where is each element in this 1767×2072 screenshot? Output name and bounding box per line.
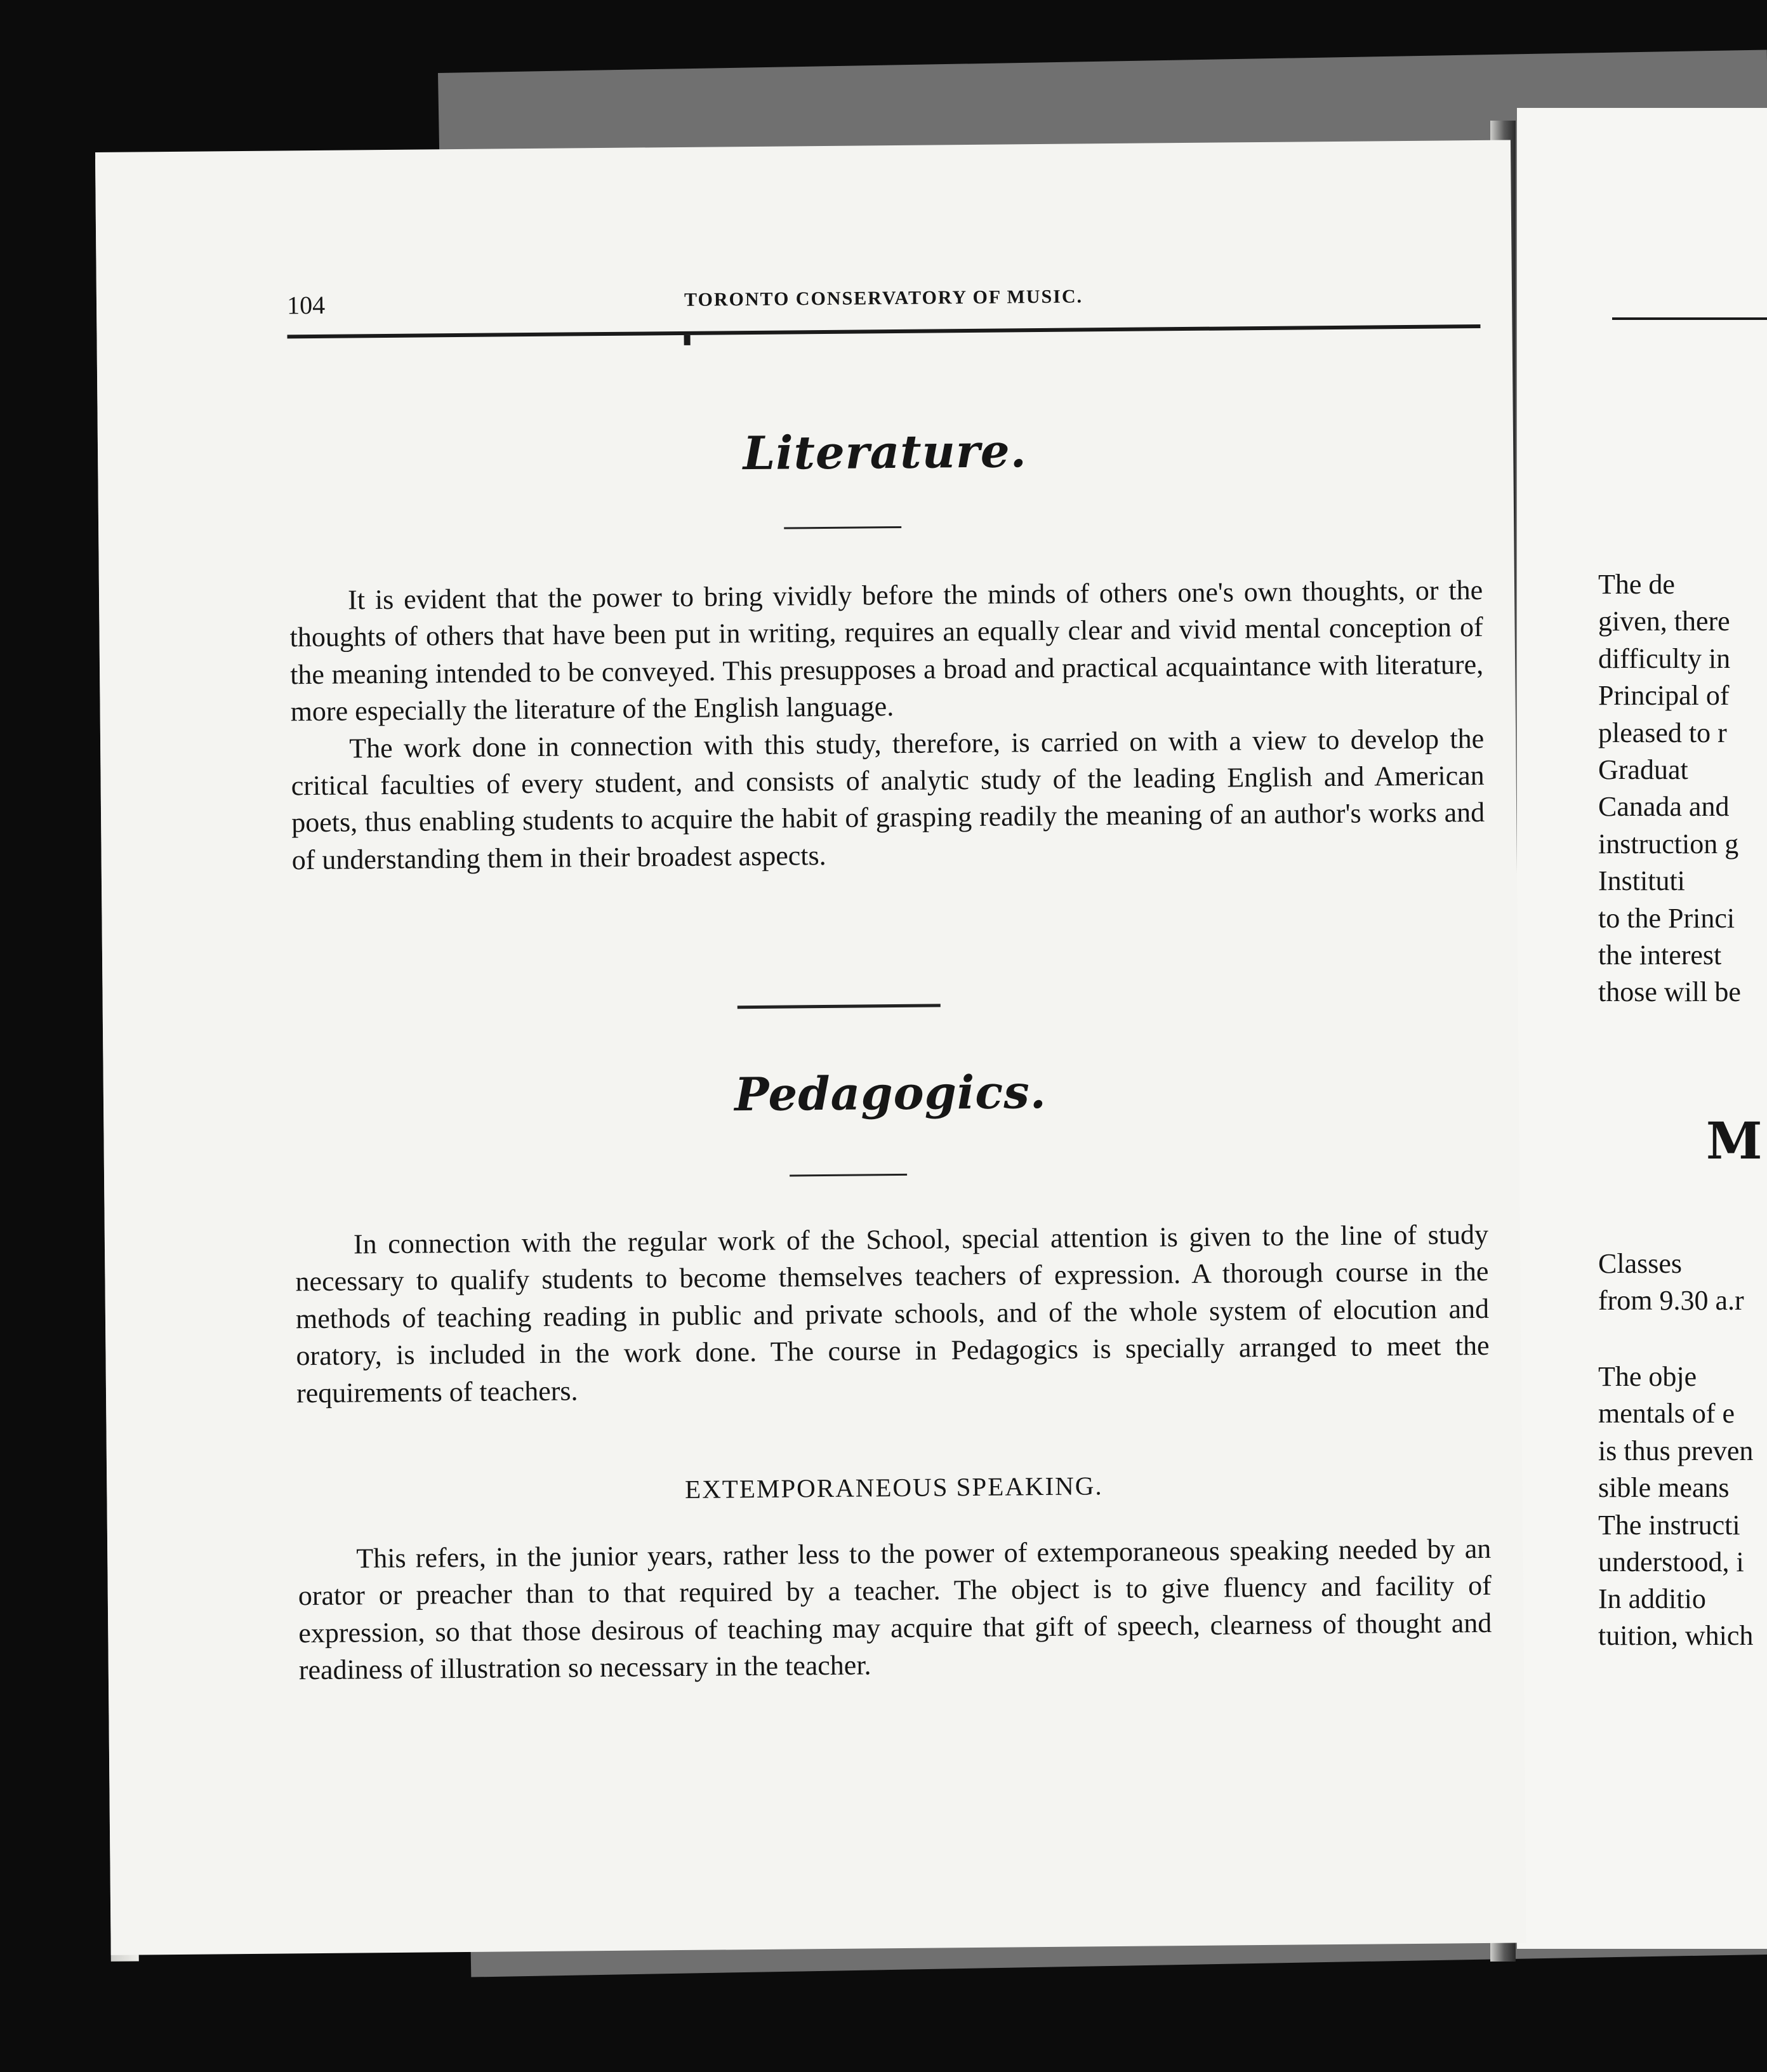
right-page-title-fragment: M xyxy=(1706,1111,1763,1171)
extemporaneous-body xyxy=(298,1531,1492,1689)
right-page-line: Canada and xyxy=(1598,791,1730,823)
right-page-line: The de xyxy=(1598,569,1675,600)
right-page-line: difficulty in xyxy=(1598,642,1731,674)
right-page-line: The obje xyxy=(1598,1361,1697,1392)
section-divider xyxy=(738,1004,941,1009)
extemporaneous-heading: EXTEMPORANEOUS SPEAKING. xyxy=(684,1471,1103,1504)
header-rule xyxy=(288,324,1481,338)
right-page-line: instruction g xyxy=(1598,828,1739,860)
right-page-text-block xyxy=(1598,1581,1767,1655)
right-page-line: understood, i xyxy=(1598,1546,1744,1577)
right-page-text-block xyxy=(1598,1358,1767,1581)
literature-title: Literature. xyxy=(743,423,1028,481)
right-page-line: those will be xyxy=(1598,976,1741,1008)
right-page-line: the interest xyxy=(1598,939,1722,971)
header-rule-mark xyxy=(684,335,691,345)
pedagogics-title: Pedagogics. xyxy=(734,1064,1047,1122)
page-number: 104 xyxy=(286,290,326,320)
right-page-text-block xyxy=(1598,566,1767,1011)
left-page xyxy=(95,140,1526,1955)
pedagogics-body xyxy=(295,1216,1490,1412)
right-page-line: mentals of e xyxy=(1598,1398,1735,1430)
right-page-line: sible means xyxy=(1598,1472,1730,1504)
running-head xyxy=(286,280,1480,320)
right-page-line: Instituti xyxy=(1598,865,1685,897)
right-page-line: Principal of xyxy=(1598,680,1730,712)
right-page-line: from 9.30 a.r xyxy=(1598,1285,1744,1317)
literature-paragraph: It is evident that the power to bring vividly before the minds of others one's own thoughts, or the thoughts of others that have been put in writing, requires an equally clear and vivid mental conception of the meaning intended to be conveyed. This presupposes a broad and practical acquaintance with literature, more especially the literature of the English language. xyxy=(289,574,1484,727)
right-page-header-rule xyxy=(1612,317,1767,320)
right-page-line: tuition, which xyxy=(1598,1620,1754,1652)
pedagogics-title-rule xyxy=(790,1174,907,1177)
right-page-line: to the Princi xyxy=(1598,902,1735,934)
pedagogics-paragraph: In connection with the regular work of the School, special attention is given to the line of study necessary to qualify students to become themselves teachers of expression. A thorough course in the methods of teaching reading in public and private schools, and of the whole system of elocution and oratory, is included in the work done. The course in Pedagogics is specially arranged to meet the requirements of teachers. xyxy=(295,1218,1490,1409)
right-page-line: In additio xyxy=(1598,1583,1706,1614)
literature-title-rule xyxy=(784,526,901,529)
right-page xyxy=(1517,108,1767,1949)
right-page-line: pleased to r xyxy=(1598,717,1727,748)
literature-paragraph: The work done in connection with this study, therefore, is carried on with a view to develop the critical faculties of every student, and consists of analytic study of the leading English and American poets, thus enabling students to acquire the habit of grasping readily the meaning of an author's works and of understanding them in their broadest aspects. xyxy=(291,722,1485,876)
extemporaneous-paragraph: This refers, in the junior years, rather less to the power of extemporaneous speaking needed by an orator or preacher than to that required by a teacher. The object is to give fluency and facility of expression, so that those desirous of teaching may acquire that gift of speech, clearness of thought and readiness of illustration so necessary in the teacher. xyxy=(298,1532,1492,1686)
right-page-line: Graduat xyxy=(1598,754,1688,785)
right-page-line: given, there xyxy=(1598,606,1730,637)
running-title: TORONTO CONSERVATORY OF MUSIC. xyxy=(684,286,1083,310)
literature-body xyxy=(289,572,1485,879)
right-page-line: Classes xyxy=(1598,1248,1682,1279)
right-page-line: The instructi xyxy=(1598,1509,1740,1541)
right-page-text-block xyxy=(1598,1245,1767,1320)
right-page-line: is thus preven xyxy=(1598,1435,1754,1466)
